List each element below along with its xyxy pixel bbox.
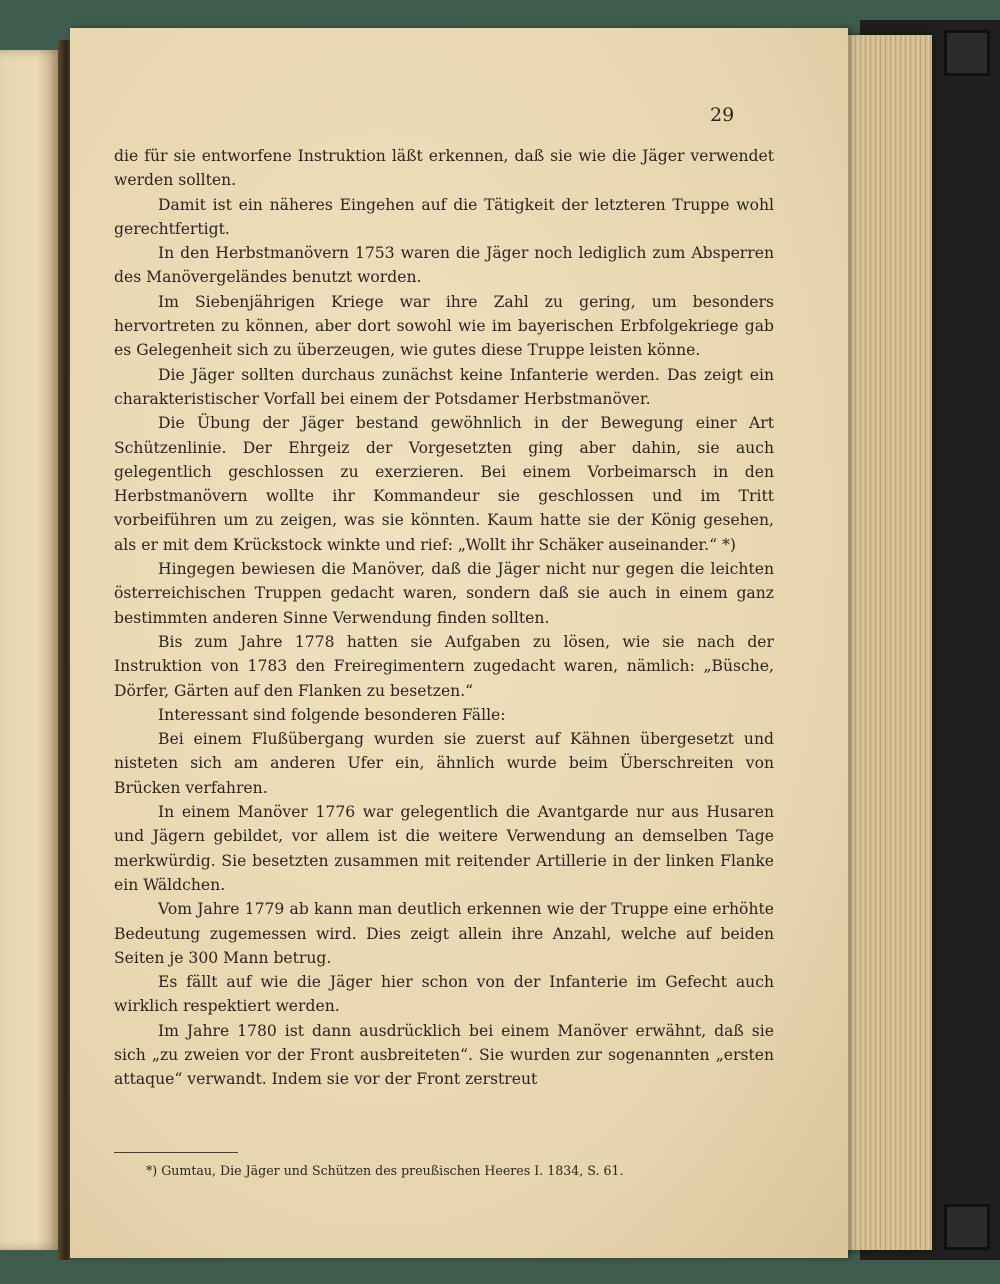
paragraph: Hingegen bewiesen die Manöver, daß die Jäger nicht nur gegen die leichten österreichischen Truppen gedacht waren, sondern daß sie auch in einem ganz bestimmten anderen Sinne Verwendung finden sollten. — [114, 560, 774, 627]
paragraph: Bis zum Jahre 1778 hatten sie Aufgaben zu lösen, wie sie nach der Instruktion von 1783 den Freiregimentern zugedacht waren, nämlich: „Büsche, Dörfer, Gärten auf den Flanken zu besetzen.“ — [114, 632, 774, 700]
paragraph: Die Übung der Jäger bestand gewöhnlich in der Bewegung einer Art Schützenlinie. Der Ehrgeiz der Vorgesetzten ging aber dahin, sie auch gelegentlich geschlossen zu exerzieren. Bei einem Vorbeimarsch in den Herbstmanövern wollte ihr Kommandeur sie geschlossen und im Tritt vorbeiführen um zu zeigen, was sie könnten. Kaum hatte sie der König gesehen, als er mit dem Krückstock winkte und rief: „Wollt ihr Schäker auseinander.“ *) — [114, 414, 774, 554]
cover-corner-top — [944, 30, 990, 76]
cover-corner-bottom — [944, 1204, 990, 1250]
paragraph: In den Herbstmanövern 1753 waren die Jäger noch lediglich zum Absperren des Manövergeländes benutzt worden. — [114, 244, 774, 287]
paragraph: Damit ist ein näheres Eingehen auf die Tätigkeit der letzteren Truppe wohl gerechtfertigt. — [114, 195, 774, 238]
paragraph: Vom Jahre 1779 ab kann man deutlich erkennen wie der Truppe eine erhöhte Bedeutung zugemessen wird. Dies zeigt allein ihre Anzahl, welche auf beiden Seiten je 300 Mann betrug. — [114, 900, 774, 967]
page-number: 29 — [710, 104, 735, 126]
paragraph: In einem Manöver 1776 war gelegentlich die Avantgarde nur aus Husaren und Jägern gebildet, vor allem ist die weitere Verwendung an demselben Tage merkwürdig. Sie besetzten zusammen mit reitender Artillerie in der linken Flanke ein Wäldchen. — [114, 803, 774, 894]
facing-page-edge — [0, 50, 62, 1250]
footnote: *) Gumtau, Die Jäger und Schützen des preußischen Heeres I. 1834, S. 61. — [146, 1163, 624, 1178]
footnote-divider — [114, 1152, 238, 1153]
paragraph: Im Jahre 1780 ist dann ausdrücklich bei einem Manöver erwähnt, daß sie sich „zu zweien vor der Front ausbreiteten“. Sie wurden zur sogenannten „ersten attaque“ verwandt. Indem sie vor der Front zerstreut — [114, 1021, 774, 1089]
paragraph: Es fällt auf wie die Jäger hier schon von der Infanterie im Gefecht auch wirklich respektiert werden. — [114, 973, 774, 1016]
book-page — [70, 28, 848, 1258]
paragraph: Interessant sind folgende besonderen Fälle: — [158, 705, 506, 724]
body-text — [114, 144, 774, 1092]
paragraph: Im Siebenjährigen Kriege war ihre Zahl zu gering, um besonders hervortreten zu können, aber dort sowohl wie im bayerischen Erbfolgekriege gab es Gelegenheit sich zu überzeugen, wie gutes diese Truppe leisten könne. — [114, 292, 774, 360]
paragraph: Die Jäger sollten durchaus zunächst keine Infanterie werden. Das zeigt ein charakteristischer Vorfall bei einem der Potsdamer Herbstmanöver. — [114, 365, 774, 408]
paragraph: die für sie entworfene Instruktion läßt erkennen, daß sie wie die Jäger verwendet werden sollten. — [114, 147, 774, 190]
paragraph: Bei einem Flußübergang wurden sie zuerst auf Kähnen übergesetzt und nisteten sich am anderen Ufer ein, ähnlich wurde beim Überschreiten von Brücken verfahren. — [114, 730, 774, 797]
page-stack-edge — [842, 35, 932, 1250]
